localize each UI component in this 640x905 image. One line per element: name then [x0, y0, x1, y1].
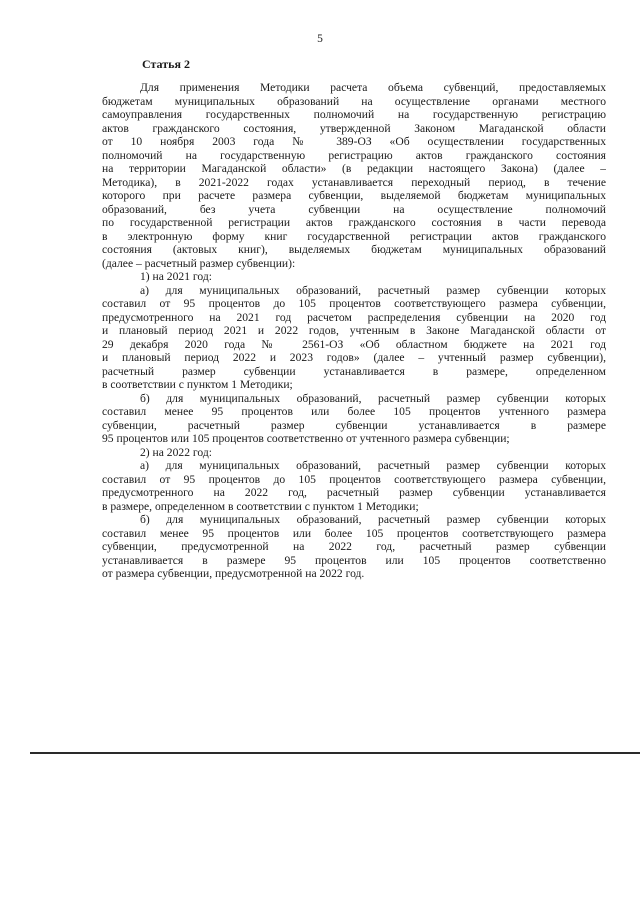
text-line: а) для муниципальных образований, расчетный размер субвенции которых	[140, 283, 606, 297]
text-line: 1) на 2021 год:	[140, 270, 212, 283]
text-line: составил менее 95 процентов или более 105 процентов учтенного размера	[102, 405, 606, 418]
text-line: а) для муниципальных образований, расчетный размер субвенции которых	[140, 459, 606, 472]
page-number: 5	[317, 33, 323, 45]
text-line: 29 декабря 2020 года № 2561-ОЗ «Об областном бюджете на 2021 год	[102, 337, 606, 351]
text-line: предусмотренного на 2021 год расчетом распределения субвенции на 2020 год	[102, 310, 606, 324]
bottom-divider	[30, 752, 640, 754]
text-line: в размере, определенном в соответствии с пунктом 1 Методики;	[102, 499, 419, 513]
text-line: образований, без учета субвенции на осуществление полномочий	[102, 202, 606, 216]
text-line: которого при расчете размера субвенции, выделяемой бюджетам муниципальных	[102, 189, 606, 202]
text-line: полномочий на государственную регистрацию актов гражданского состояния	[102, 148, 606, 162]
text-line: (далее – расчетный размер субвенции):	[102, 256, 296, 270]
text-line: 2) на 2022 год:	[140, 445, 212, 459]
text-line: в электронную форму книг государственной регистрации актов гражданского	[102, 229, 606, 243]
text-line: предусмотренного на 2022 год, расчетный размер субвенции устанавливается	[102, 486, 606, 499]
text-line: расчетный размер субвенции устанавливается в размере, определенном	[102, 364, 606, 378]
text-line: бюджетам муниципальных образований на осуществление органами местного	[102, 94, 606, 108]
text-line: от размера субвенции, предусмотренной на 2022 год.	[102, 567, 365, 580]
text-line: б) для муниципальных образований, расчетный размер субвенции которых	[140, 513, 606, 526]
text-line: на территории Магаданской области» (в редакции настоящего Закона) (далее –	[102, 162, 606, 175]
text-line: и плановый период 2021 и 2022 годов, учтенным в Законе Магаданской области от	[102, 324, 606, 337]
text-line: Методика), в 2021-2022 годах устанавливается переходный период, в течение	[102, 175, 606, 189]
text-line: в соответствии с пунктом 1 Методики;	[102, 378, 293, 391]
text-line: самоуправления государственных полномочий на государственную регистрацию	[102, 108, 606, 121]
text-line: и плановый период 2022 и 2023 годов» (далее – учтенный размер субвенции),	[102, 351, 606, 364]
text-line: составил от 95 процентов до 105 процентов соответствующего размера субвенции,	[102, 297, 606, 310]
text-line: состояния (актовых книг), выделяемых бюджетам муниципальных образований	[102, 243, 606, 256]
text-line: составил менее 95 процентов или более 105 процентов соответствующего размера	[102, 526, 606, 540]
text-line: б) для муниципальных образований, расчетный размер субвенции которых	[140, 391, 606, 405]
text-line: актов гражданского состояния, утвержденной Законом Магаданской области	[102, 121, 606, 135]
article-title: Статья 2	[142, 57, 190, 71]
text-line: устанавливается в размере 95 процентов или 105 процентов соответственно	[102, 553, 606, 567]
text-line: составил от 95 процентов до 105 процентов соответствующего размера субвенции,	[102, 472, 606, 486]
text-line: субвенции, расчетный размер субвенции устанавливается в размере	[102, 418, 606, 432]
text-line: Для применения Методики расчета объема субвенций, предоставляемых	[140, 81, 606, 94]
text-line: по государственной регистрации актов гражданского состояния в части перевода	[102, 216, 606, 229]
article-body	[102, 81, 606, 581]
text-line: субвенции, предусмотренной на 2022 год, расчетный размер субвенции	[102, 540, 606, 553]
text-line: 95 процентов или 105 процентов соответственно от учтенного размера субвенции;	[102, 432, 510, 445]
text-line: от 10 ноября 2003 года № 389-ОЗ «Об осуществлении государственных	[102, 135, 606, 148]
